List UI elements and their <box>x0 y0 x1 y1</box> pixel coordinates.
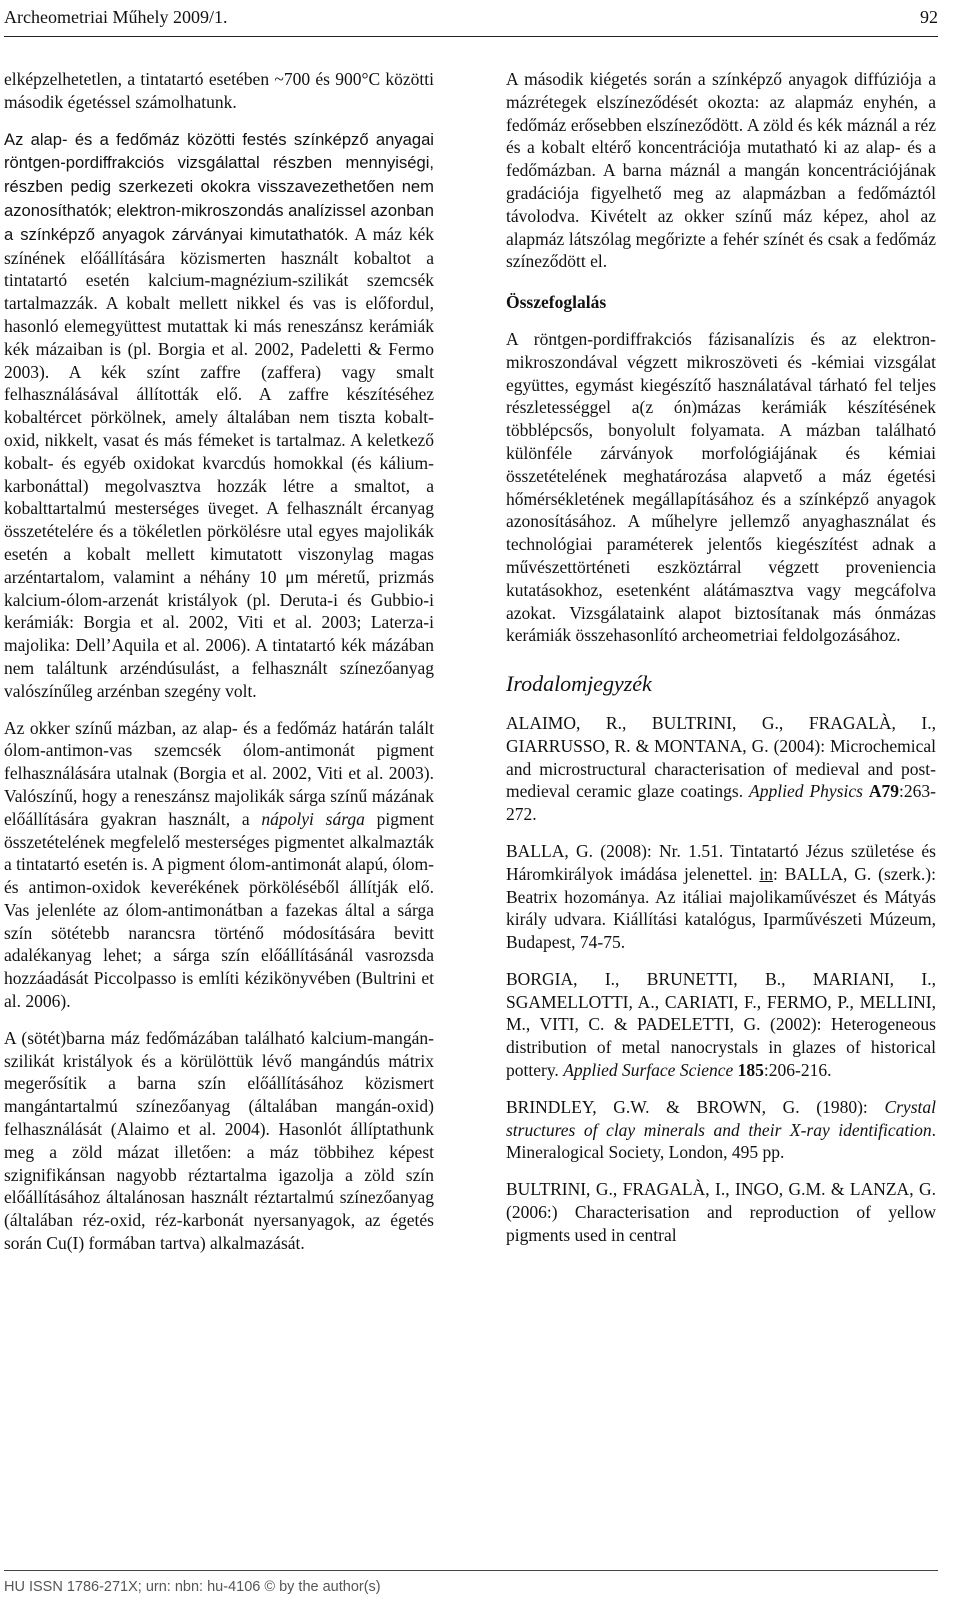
left-paragraph-2 <box>4 128 434 703</box>
ref-4-text: BRINDLEY, G.W. & BROWN, G. (1980): <box>506 1096 885 1117</box>
left-paragraph-4: A (sötét)barna máz fedőmázában található kalcium-mangán-szilikát kristályok és a körülöttük lévő mangándús mátrix megerősítik a barna szín előállításához közismert mangántartalmú színezőanyag (általában mangán-oxid) felhasználását (Alaimo et al. 2004). Hasonlót állíptathunk meg a zöld mázat illetően: a máz többihez képest szignifikánsan nagyobb réztartalma igazolja a zöld szín előállításához általánosan használt réztartalmú színezőanyag (általában réz-oxid, réz-karbonát nyersanyagok, az égetés során Cu(I) formában tartva) alkalmazását. <box>4 1027 434 1254</box>
running-title: Archeometriai Műhely 2009/1. <box>4 7 228 27</box>
left-paragraph-3-b: pigment összetételének megfelelő mesterséges pigmentet alkalmazták a tintatartó esetén is. A pigment ólom-antimonát alapú, ólom- és antimon-oxidok keverékének pörköléséből állítják elő. Vas jelenléte az ólom-antimonátban a fazekas által a sárga szín sötétebb narancsra történő módosítására bevitt adalékanyag lehet; a sárga szín előállításánál vasrozsda hozzáadását Piccolpasso is említi kézikönyvében (Bultrini et al. 2006). <box>4 808 434 1012</box>
ref-1-text: ALAIMO, R., BULTRINI, G., FRAGALÀ, I., GIARRUSSO, R. & MONTANA, G. (2004): Microchemical and microstructural characterisation of medieval and post-medieval ceramic glaze coatings. <box>506 712 936 802</box>
page-number: 92 <box>920 7 938 27</box>
ref-1-pages: :263-272. <box>506 781 936 825</box>
reference-item: BULTRINI, G., FRAGALÀ, I., INGO, G.M. & LANZA, G. (2006:) Characterisation and reproduction of yellow pigments used in central <box>506 1179 936 1245</box>
reference-item <box>506 840 936 954</box>
left-paragraph-3 <box>4 717 434 1013</box>
ref-2-in: in <box>759 863 773 884</box>
ref-3-text: BORGIA, I., BRUNETTI, B., MARIANI, I., SGAMELLOTTI, A., CARIATI, F., FERMO, P., MELLINI, M., VITI, C. & PADELETTI, G. (2002): Heterogeneous distribution of metal nanocrystals in glazes of historical pottery. <box>506 968 936 1081</box>
ref-3-pages: :206-216. <box>763 1060 832 1081</box>
page-header <box>4 0 938 37</box>
left-paragraph-1: elképzelhetetlen, a tintatartó esetében ~700 és 900°C közötti második égetéssel számolhatunk. <box>4 69 434 112</box>
reference-item <box>506 968 936 1082</box>
ref-2-rest: : BALLA, G. (szerk.): Beatrix hozománya. Az itáliai majolikaművészet és Mátyás király udvara. Kiállítási katalógus, Iparművészeti Múzeum, Budapest, 74-75. <box>506 863 936 953</box>
ref-4-title: Crystal structures of clay minerals and their X-ray identification <box>506 1096 936 1140</box>
reference-item <box>506 1096 936 1164</box>
right-paragraph-1: A második kiégetés során a színképző anyagok diffúziója a mázrétegek elszíneződését okozta: az alapmáz enyhén, a fedőmáz erősebben elszíneződött. A zöld és kék máznál a réz és a kobalt eltérő koncentrációja mutatható ki az alap- és a fedőmázban. A barna máznál a mangán koncentrációjának gradációja figyelhető meg az alapmázban a fedőmáztól távolodva. Kivételt az okker színű máz képez, ahol az alapmáz látszólag megőrizte a fehér színét és csak a fedőmáz színeződött el. <box>506 69 936 272</box>
ref-1-journal: Applied Physics <box>749 781 863 802</box>
reference-item <box>506 712 936 826</box>
issn-line: HU ISSN 1786-271X; urn: nbn: hu-4106 © by the author(s) <box>4 1579 381 1595</box>
page-footer <box>4 1570 938 1595</box>
summary-heading: Összefoglalás <box>506 292 607 313</box>
left-paragraph-2-rest: A máz kék színének előállítására közismerten használt kobaltot a tintatartó esetén kalcium-magnézium-szilikát szemcsék tartalmazzák. A kobalt mellett nikkel és vas is előfordul, hasonló elemegyüttest mutattak ki más reneszánsz kerámiák kék mázaiban is (pl. Borgia et al. 2002, Padeletti & Fermo 2003). A kék színt zaffre (zaffera) vagy smalt felhasználásával állították elő. A zaffre készítéséhez kobaltércet pörkölnek, amely általában nem tiszta kobalt-oxid, nikkelt, vasat és más fémeket is tartalmaz. A keletkező kobalt- és egyéb oxidokat kvarcdús homokkal (és kálium-karbonáttal) megolvasztva hozzák létre a smaltot, a kobalttartalmú mesterséges üveget. A felhasznált ércanyag összetételére és a tökéletlen pörkölésre utal egyes majolikák esetén a kobalt mellett kimutatott viszonylag magas arzéntartalom, valamint a néhány 10 μm méretű, prizmás kalcium-ólom-arzenát kristályok (pl. Deruta-i és Gubbio-i kerámiák: Borgia et al. 2002, Viti et al. 2003; Laterza-i majolika: Dell’Aquila et al. 2006). A tintatartó kék mázában nem találtunk arzéndúsulást, a felhasznált színezőanyag valószínűleg arzénban szegény volt. <box>4 223 434 701</box>
left-paragraph-2-sans: Az alap- és a fedőmáz közötti festés színképző anyagai röntgen-pordiffrakciós vizsgálattal részben mennyiségi, részben pedig szerkezeti okokra visszavezethetően nem azonosíthatók; elektron-mikroszondás analízissel azonban a színképző anyagok zárványai kimutathatók. <box>4 129 434 244</box>
left-column <box>4 68 434 1269</box>
ref-3-journal: Applied Surface Science <box>563 1060 734 1081</box>
ref-1-volume: A79 <box>868 781 900 802</box>
summary-paragraph: A röntgen-pordiffrakciós fázisanalízis és az elektron-mikroszondával végzett mikroszöveti és -kémiai vizsgálat együttes, egymást kiegészítő használatával tárható fel teljes részletességgel a(z ón)mázas kerámiák készítésének többlépcsős, bonyolult folyamata. A mázban található különféle zárványok morfológiájának és kémiai összetételének meghatározása alapvető a máz égetési hőmérsékletének megállapításához és a színképző anyagok azonosításához. A műhelyre jellemző anyaghasználat és technológiai paraméterek jelentős kiegészítést adnak a művészettörténeti eszköztárral végzett proveniencia kutatásokhoz, esetenként alátámasztva vagy megcáfolva azokat. Vizsgálataink alapot biztosítanak más ónmázas kerámiák összehasonlító archeometriai feldolgozásához. <box>506 328 936 646</box>
right-column <box>506 68 936 1261</box>
left-paragraph-3-a: Az okker színű mázban, az alap- és a fedőmáz határán talált ólom-antimon-vas szemcsék ólom-antimonát pigment felhasználására utalnak (Borgia et al. 2002, Viti et al. 2003). Valószínű, hogy a reneszánsz majolikák sárga színű mázának előállítására gyakran használt, a <box>4 717 434 829</box>
napolyi-sarga-term: nápolyi sárga <box>261 808 365 829</box>
ref-2-text: BALLA, G. (2008): Nr. 1.51. Tintatartó Jézus születése és Háromkirályok imádása jelenettel. <box>506 840 936 884</box>
ref-3-volume: 185 <box>737 1060 764 1081</box>
ref-4-rest: . Mineralogical Society, London, 495 pp. <box>506 1119 936 1163</box>
references-heading: Irodalomjegyzék <box>506 671 652 697</box>
